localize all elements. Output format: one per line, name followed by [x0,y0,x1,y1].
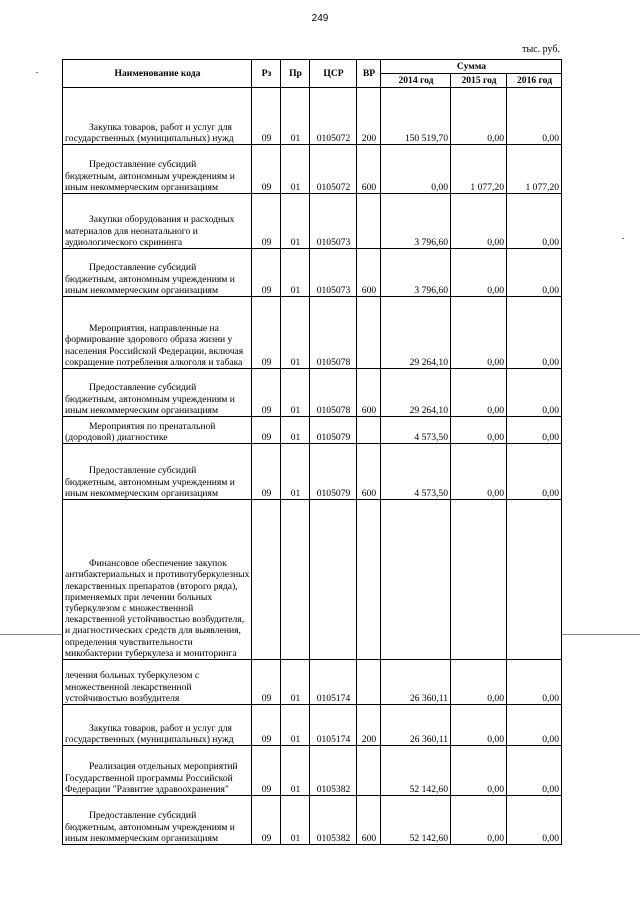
cell-y2015: 0,00 [451,796,507,845]
cell-y2016 [507,500,562,660]
cell-y2014 [381,500,451,660]
cell-y2015: 0,00 [451,444,507,500]
cell-csr: 0105382 [310,746,357,796]
scan-artifact [0,634,62,635]
cell-name [63,660,252,705]
cell-y2016: 0,00 [507,369,562,417]
cell-vr [357,194,381,249]
table-row [63,249,562,297]
cell-pr: 01 [281,660,310,705]
cell-vr: 200 [357,88,381,145]
cell-name [63,88,252,145]
cell-rz: 09 [252,417,281,444]
cell-pr [281,500,310,660]
header-vr: ВР [357,60,381,88]
cell-y2016: 0,00 [507,88,562,145]
cell-vr [357,500,381,660]
cell-csr: 0105382 [310,796,357,845]
row-name-text: Финансовое обеспечение закупок антибактериальных и противотуберкулезных лекарственных препаратов (второго ряда), применяемых при лечении больных туберкулезом с множественной лекарственной устойчивостью возбудителя, и диагностических средств для выявления, определения чувствительности микобактерии туберкулеза и мониторинга [65,558,250,659]
cell-csr: 0105079 [310,444,357,500]
cell-y2015: 0,00 [451,660,507,705]
row-name-text: Предоставление субсидий бюджетным, автономным учреждениям и иным некоммерческим организациям [65,262,235,296]
cell-csr: 0105079 [310,417,357,444]
cell-vr [357,660,381,705]
cell-y2015 [451,500,507,660]
cell-y2016: 0,00 [507,417,562,444]
table-row [63,145,562,194]
row-name-text: Предоставление субсидий бюджетным, автономным учреждениям и иным некоммерческим организациям [65,159,235,193]
header-name: Наименование кода [63,60,252,88]
cell-y2015: 0,00 [451,88,507,145]
cell-rz: 09 [252,746,281,796]
cell-vr [357,417,381,444]
row-name-text: Предоставление субсидий бюджетным, автономным учреждениям и иным некоммерческим организациям [65,465,235,499]
cell-rz: 09 [252,660,281,705]
cell-rz: 09 [252,249,281,297]
row-name-text: Закупки оборудования и расходных материалов для неонатального и аудиологического скрининга [65,214,235,248]
cell-csr: 0105078 [310,297,357,369]
cell-y2016: 0,00 [507,194,562,249]
row-name-text: Закупка товаров, работ и услуг для государственных (муниципальных) нужд [65,121,234,144]
table-row [63,297,562,369]
cell-csr [310,500,357,660]
table-row [63,705,562,746]
cell-name [63,705,252,746]
cell-csr: 0105174 [310,660,357,705]
cell-y2014: 3 796,60 [381,194,451,249]
table-row [63,369,562,417]
cell-y2014: 150 519,70 [381,88,451,145]
row-name-text: Мероприятия по пренатальной (дородовой) диагностике [65,420,216,443]
row-name-text: лечения больных туберкулезом с множественной лекарственной устойчивостью возбудителя [65,670,200,704]
page-number: 249 [311,13,329,24]
cell-name [63,249,252,297]
cell-rz: 09 [252,444,281,500]
row-name-text: Предоставление субсидий бюджетным, автономным учреждениям и иным некоммерческим организациям [65,810,235,844]
cell-y2016: 0,00 [507,746,562,796]
cell-pr: 01 [281,796,310,845]
cell-y2016: 1 077,20 [507,145,562,194]
header-2014: 2014 год [381,74,451,88]
header-rz: Рз [252,60,281,88]
units-label: тыс. руб. [522,44,560,55]
cell-pr: 01 [281,194,310,249]
cell-y2014: 52 142,60 [381,796,451,845]
table-row [63,660,562,705]
cell-y2014: 29 264,10 [381,369,451,417]
cell-name [63,500,252,660]
cell-y2016: 0,00 [507,444,562,500]
table-body [63,88,562,845]
cell-y2014: 29 264,10 [381,297,451,369]
cell-vr: 600 [357,145,381,194]
cell-rz: 09 [252,194,281,249]
cell-name [63,369,252,417]
cell-name [63,145,252,194]
cell-pr: 01 [281,369,310,417]
header-2016: 2016 год [507,74,562,88]
header-2015: 2015 год [451,74,507,88]
row-name-text: Закупка товаров, работ и услуг для государственных (муниципальных) нужд [65,722,234,745]
row-name-text: Мероприятия, направленные на формирование здорового образа жизни у населения Российской Федерации, включая сокращение потребления алкоголя и табака [65,323,244,368]
scan-artifact [622,238,624,239]
cell-y2015: 0,00 [451,705,507,746]
cell-pr: 01 [281,746,310,796]
cell-rz [252,500,281,660]
cell-y2014: 26 360,11 [381,705,451,746]
cell-rz: 09 [252,297,281,369]
table-row [63,194,562,249]
cell-pr: 01 [281,145,310,194]
table-row [63,88,562,145]
cell-y2015: 0,00 [451,746,507,796]
cell-y2014: 0,00 [381,145,451,194]
table-row [63,500,562,660]
row-name-text: Реализация отдельных мероприятий Государственной программы Российской Федерации "Развитие здравоохранения" [65,761,238,795]
cell-csr: 0105072 [310,88,357,145]
cell-y2014: 52 142,60 [381,746,451,796]
cell-vr: 200 [357,705,381,746]
cell-y2016: 0,00 [507,705,562,746]
header-csr: ЦСР [310,60,357,88]
cell-rz: 09 [252,145,281,194]
cell-y2015: 0,00 [451,297,507,369]
scan-artifact [36,72,38,73]
cell-rz: 09 [252,369,281,417]
cell-rz: 09 [252,796,281,845]
cell-name [63,746,252,796]
cell-y2015: 0,00 [451,369,507,417]
cell-y2016: 0,00 [507,660,562,705]
cell-y2015: 1 077,20 [451,145,507,194]
cell-y2016: 0,00 [507,796,562,845]
cell-y2016: 0,00 [507,249,562,297]
cell-y2014: 26 360,11 [381,660,451,705]
cell-pr: 01 [281,297,310,369]
table-row [63,417,562,444]
scan-artifact [561,634,640,635]
cell-csr: 0105073 [310,249,357,297]
cell-pr: 01 [281,444,310,500]
cell-vr: 600 [357,796,381,845]
cell-name [63,297,252,369]
cell-y2015: 0,00 [451,194,507,249]
cell-y2015: 0,00 [451,249,507,297]
header-pr: Пр [281,60,310,88]
cell-name [63,194,252,249]
budget-table [62,59,562,845]
cell-y2016: 0,00 [507,297,562,369]
cell-vr: 600 [357,444,381,500]
cell-pr: 01 [281,417,310,444]
table-row [63,796,562,845]
cell-pr: 01 [281,705,310,746]
cell-csr: 0105073 [310,194,357,249]
cell-y2014: 3 796,60 [381,249,451,297]
table-row [63,746,562,796]
cell-vr [357,297,381,369]
cell-vr: 600 [357,369,381,417]
row-name-text: Предоставление субсидий бюджетным, автономным учреждениям и иным некоммерческим организациям [65,382,235,416]
cell-csr: 0105078 [310,369,357,417]
cell-y2014: 4 573,50 [381,417,451,444]
cell-pr: 01 [281,249,310,297]
cell-csr: 0105072 [310,145,357,194]
cell-name [63,444,252,500]
cell-rz: 09 [252,88,281,145]
cell-name [63,796,252,845]
cell-pr: 01 [281,88,310,145]
cell-vr: 600 [357,249,381,297]
cell-rz: 09 [252,705,281,746]
header-sum: Сумма [381,60,562,74]
cell-y2015: 0,00 [451,417,507,444]
table-row [63,444,562,500]
cell-csr: 0105174 [310,705,357,746]
cell-vr [357,746,381,796]
cell-name [63,417,252,444]
cell-y2014: 4 573,50 [381,444,451,500]
